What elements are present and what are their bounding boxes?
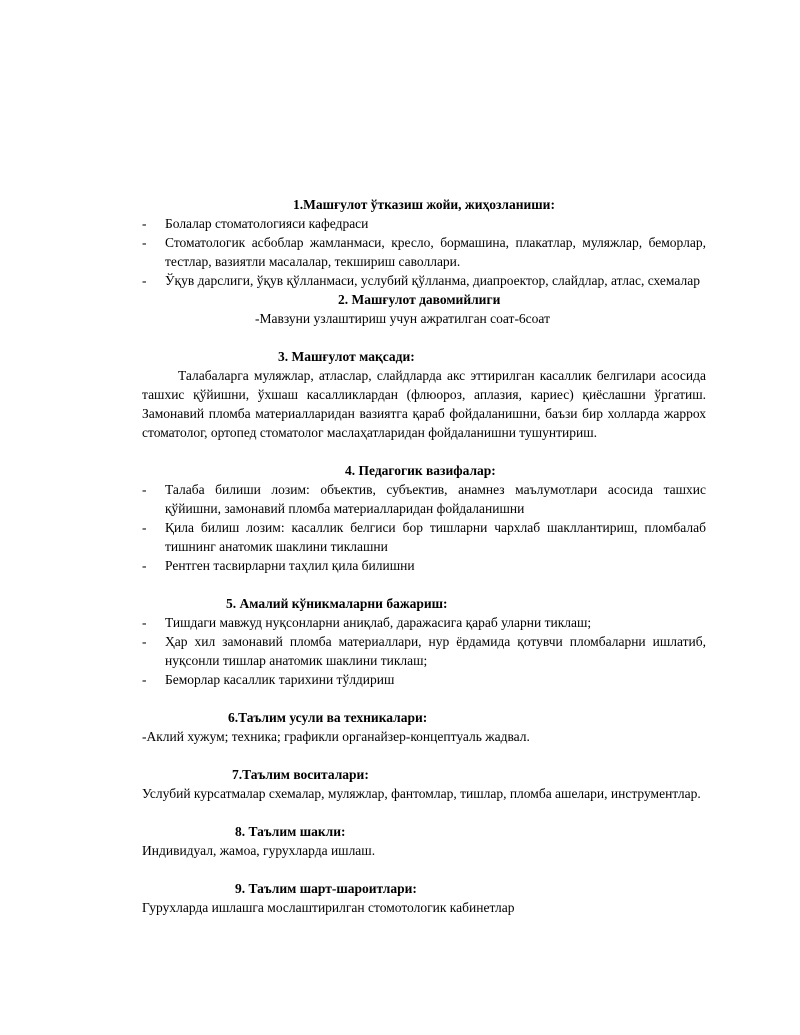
- document-body: [142, 195, 706, 917]
- list-item: [142, 518, 706, 556]
- list-item: [142, 271, 706, 290]
- section-7-text: Услубий курсатмалар схемалар, муляжлар, фантомлар, тишлар, пломба ашелари, инструментлар.: [142, 786, 701, 801]
- section-2-heading: 2. Машғулот давомийлиги: [338, 292, 501, 307]
- section-6-heading: 6.Таълим усули ва техникалари:: [228, 710, 428, 725]
- dash-marker: -: [142, 672, 147, 687]
- section-5-heading: 5. Амалий кўникмаларни бажариш:: [226, 596, 448, 611]
- section-6-text: -Аклий хужум; техника; графикли органайзер-концептуаль жадвал.: [142, 729, 530, 744]
- list-item-text: Ҳар хил замонавий пломба материаллари, нур ёрдамида қотувчи пломбаларни ишлатиб, нуқсонли тишлар анатомик шаклини тиклаш;: [165, 634, 706, 668]
- list-item-text: Стоматологик асбоблар жамланмаси, кресло, бормашина, плакатлар, муляжлар, беморлар, тестлар, вазиятли масалалар, текшириш саволлари.: [165, 235, 706, 269]
- section-9-heading: 9. Таълим шарт-шароитлари:: [235, 881, 417, 896]
- list-item-text: Беморлар касаллик тарихини тўлдириш: [165, 672, 395, 687]
- dash-marker: -: [142, 634, 147, 649]
- section-5-list: [142, 613, 706, 689]
- list-item: [142, 233, 706, 271]
- section-1-heading: 1.Машғулот ўтказиш жойи, жиҳозланиши:: [293, 197, 555, 212]
- section-3-heading: 3. Машғулот мақсади:: [278, 349, 415, 364]
- section-2-text: -Мавзуни узлаштириш учун ажратилган соат-6соат: [255, 311, 550, 326]
- dash-marker: -: [142, 482, 147, 497]
- list-item-text: Қила билиш лозим: касаллик белгиси бор тишларни чархлаб шакллантириш, пломбалаб тишнинг анатомик шаклини тиклашни: [165, 520, 706, 554]
- dash-marker: -: [142, 235, 147, 250]
- list-item: [142, 613, 706, 632]
- list-item-text: Болалар стоматологияси кафедраси: [165, 216, 369, 231]
- section-8-text: Индивидуал, жамоа, гурухларда ишлаш.: [142, 843, 376, 858]
- section-4-list: [142, 480, 706, 575]
- list-item-text: Тишдаги мавжуд нуқсонларни аниқлаб, даражасига қараб уларни тиклаш;: [165, 615, 592, 630]
- list-item: [142, 632, 706, 670]
- dash-marker: -: [142, 273, 147, 288]
- list-item: [142, 480, 706, 518]
- dash-marker: -: [142, 615, 147, 630]
- section-9-text: Гурухларда ишлашга мослаштирилган стомотологик кабинетлар: [142, 900, 515, 915]
- list-item: [142, 670, 706, 689]
- list-item-text: Ўқув дарслиги, ўқув қўлланмаси, услубий қўлланма, диапроектор, слайдлар, атлас, схемалар: [165, 273, 700, 288]
- dash-marker: -: [142, 520, 147, 535]
- section-7-heading: 7.Таълим воситалари:: [232, 767, 369, 782]
- list-item: [142, 214, 706, 233]
- list-item-text: Рентген тасвирларни таҳлил қила билишни: [165, 558, 415, 573]
- section-8-heading: 8. Таълим шакли:: [235, 824, 346, 839]
- section-1-list: [142, 214, 706, 290]
- section-3-text: Талабаларга муляжлар, атласлар, слайдларда акс эттирилган касаллик белгилари асосида ташхис қўйишни, ўхшаш касалликлардан (флюороз, аплазия, кариес) қиёслашни ўргатиш. Замонавий пломба материалларидан вазиятга қараб фойдаланишни, баъзи бир холларда жаррох стоматолог, ортопед стоматолог маслаҳатларидан фойдаланишни тушунтириш.: [142, 368, 706, 440]
- dash-marker: -: [142, 558, 147, 573]
- section-4-heading: 4. Педагогик вазифалар:: [345, 463, 496, 478]
- dash-marker: -: [142, 216, 147, 231]
- list-item-text: Талаба билиши лозим: объектив, субъектив, анамнез маълумотлари асосида ташхис қўйишни, замонавий пломба материалларидан фойдаланишни: [165, 482, 706, 516]
- list-item: [142, 556, 706, 575]
